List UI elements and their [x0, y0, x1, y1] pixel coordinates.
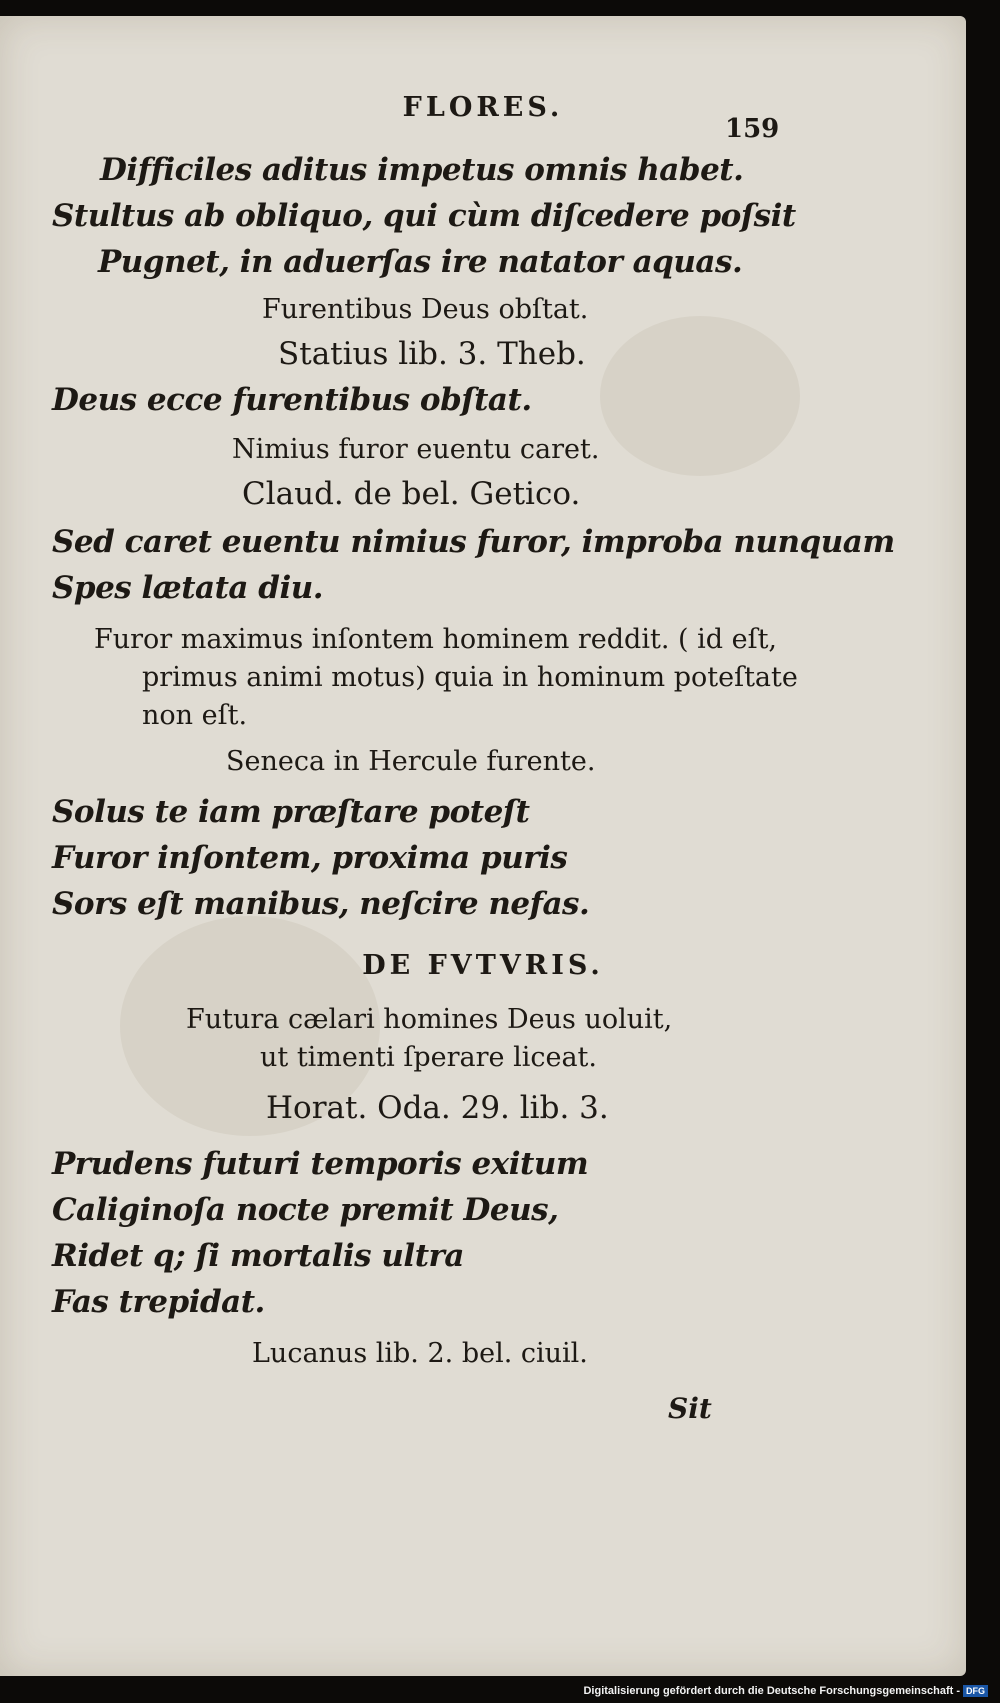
heading-line-19: Futura cælari homines Deus uoluit,: [186, 1004, 673, 1035]
text-line-1: Difficiles aditus impetus omnis habet.: [100, 152, 744, 188]
text-line-10: Spes lætata diu.: [52, 570, 324, 606]
text-line-12: primus animi motus) quia in hominum poteſtate: [142, 662, 798, 693]
text-line-16: Furor inſontem, proxima puris: [52, 840, 568, 876]
heading-line-4: Furentibus Deus obſtat.: [262, 294, 589, 325]
citation-line-8: Claud. de bel. Getico.: [242, 476, 581, 512]
text-line-25: Fas trepidat.: [52, 1284, 265, 1320]
text-line-2: Stultus ab obliquo, qui cùm diſcedere poſsit: [52, 198, 796, 234]
text-line-17: Sors eſt manibus, neſcire nefas.: [52, 886, 590, 922]
heading-line-7: Nimius furor euentu caret.: [232, 434, 600, 465]
text-line-15: Solus te iam præſtare poteſt: [52, 794, 530, 830]
text-line-11: Furor maximus inſontem hominem reddit. ( id eſt,: [94, 624, 778, 655]
citation-line-14: Seneca in Hercule furente.: [226, 746, 596, 777]
text-line-6: Deus ecce furentibus obſtat.: [52, 382, 532, 418]
citation-line-26: Lucanus lib. 2. bel. ciuil.: [252, 1338, 588, 1369]
text-line-13: non eſt.: [142, 700, 248, 731]
folio-number: 159: [725, 114, 780, 144]
credit-text: Digitalisierung gefördert durch die Deutsche Forschungsgemeinschaft -: [583, 1685, 960, 1697]
text-line-22: Prudens futuri temporis exitum: [52, 1146, 589, 1182]
citation-line-5: Statius lib. 3. Theb.: [278, 336, 586, 372]
heading-line-20: ut timenti ſperare liceat.: [260, 1042, 597, 1073]
book-page: [0, 16, 966, 1676]
section-heading: DE FVTVRIS.: [362, 950, 604, 981]
running-head: FLORES.: [402, 92, 564, 123]
text-line-23: Caliginoſa nocte premit Deus,: [52, 1192, 559, 1228]
text-line-24: Ridet q; ſi mortalis ultra: [52, 1238, 464, 1274]
dfg-logo-icon: DFG: [963, 1685, 988, 1697]
citation-line-21: Horat. Oda. 29. lib. 3.: [266, 1090, 609, 1126]
digitization-credit: [583, 1685, 988, 1697]
catchword: Sit: [668, 1392, 712, 1425]
text-line-3: Pugnet, in aduerſas ire natator aquas.: [98, 244, 743, 280]
text-line-9: Sed caret euentu nimius furor, improba nunquam: [52, 524, 895, 560]
